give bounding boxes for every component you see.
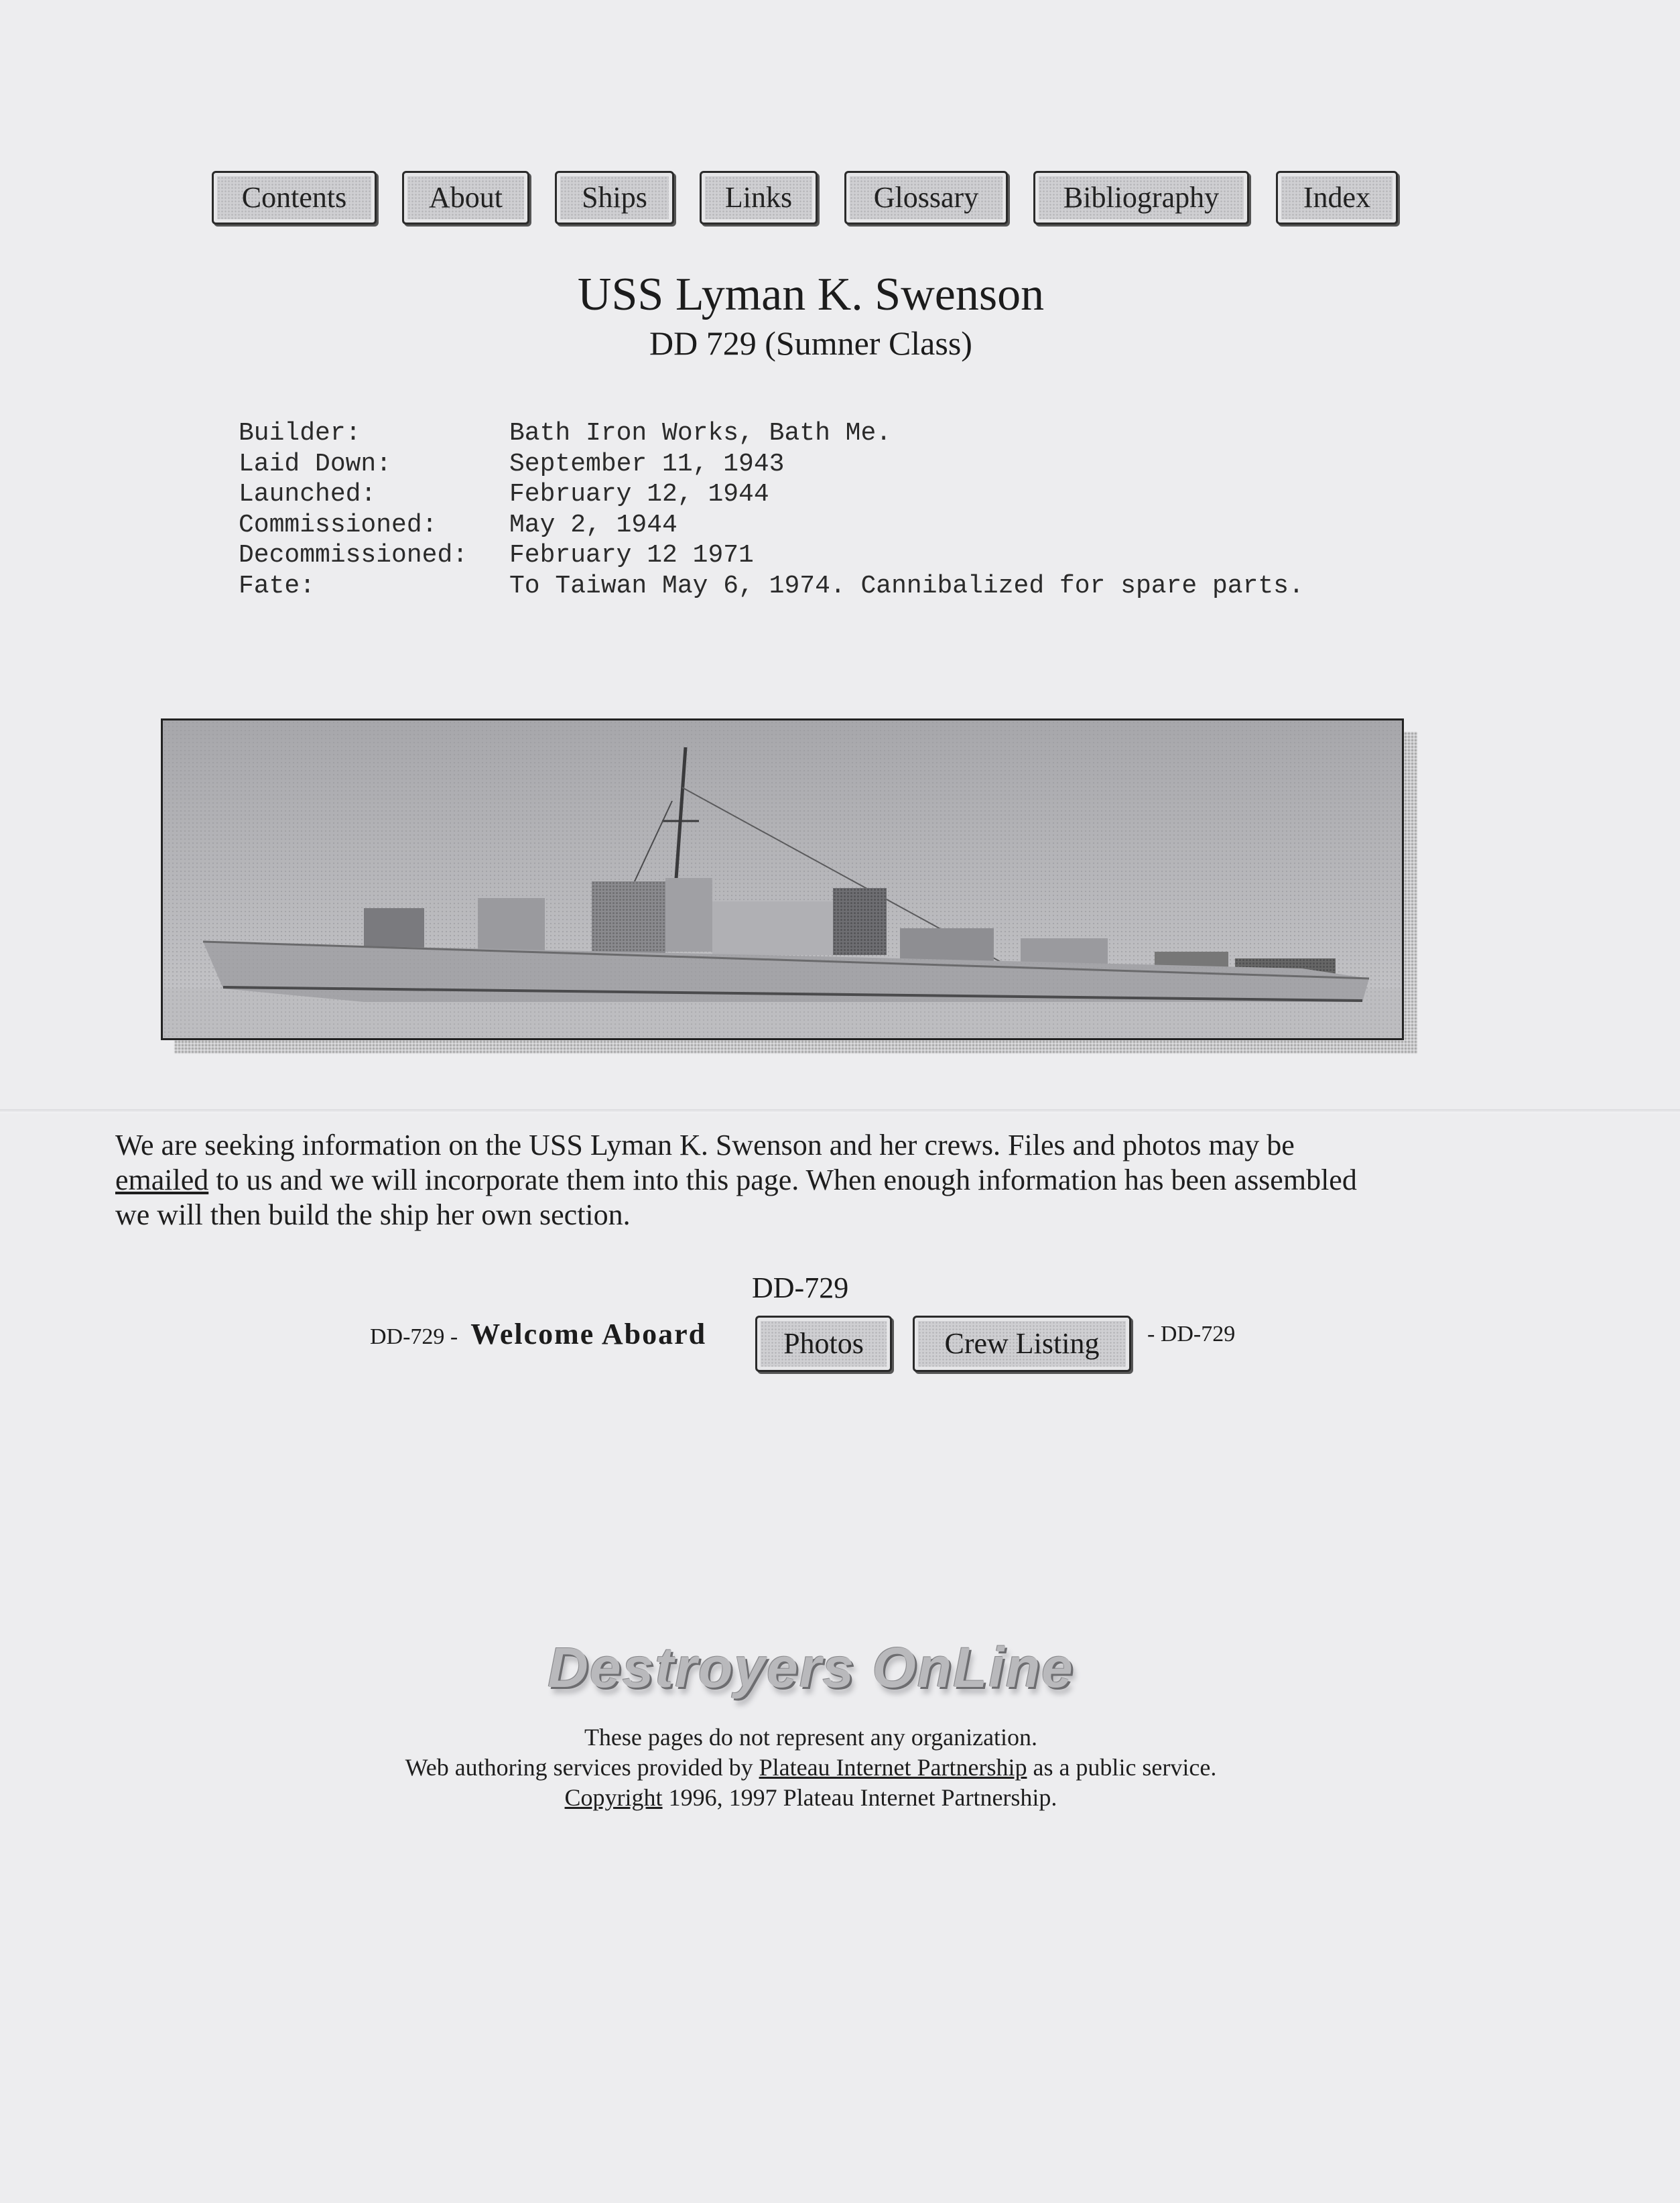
footer-text: Web authoring services provided by: [405, 1754, 759, 1781]
footer-line: [0, 1753, 1622, 1783]
nav-bar: [212, 171, 1399, 227]
footer-line: These pages do not represent any organization.: [584, 1724, 1038, 1751]
spec-row: [239, 510, 1304, 541]
destroyers-online-logo: Destroyers OnLine: [547, 1636, 1074, 1699]
spec-row: [239, 571, 1304, 602]
info-line: we will then build the ship her own section.: [115, 1198, 631, 1231]
photos-button[interactable]: Photos: [755, 1316, 892, 1372]
info-paragraph: [115, 1128, 1536, 1233]
footer-line: [0, 1783, 1622, 1813]
nav-ships-button[interactable]: Ships: [555, 171, 674, 225]
spec-row: [239, 418, 1304, 449]
footer-text: 1996, 1997 Plateau Internet Partnership.: [662, 1784, 1057, 1811]
nav-glossary-button[interactable]: Glossary: [844, 171, 1008, 225]
nav-links-button[interactable]: Links: [700, 171, 818, 225]
spec-label: Decommissioned:: [239, 541, 468, 570]
spec-value: September 11, 1943: [509, 449, 785, 479]
spec-row: [239, 540, 1304, 571]
destroyer-ship-image: [163, 720, 1402, 1038]
spec-row: [239, 479, 1304, 510]
info-text: to us and we will incorporate them into this page. When enough information has been assembled: [208, 1163, 1357, 1196]
email-link[interactable]: emailed: [115, 1163, 209, 1196]
spec-value: February 12 1971: [509, 541, 754, 570]
ship-photo-frame: [161, 718, 1404, 1040]
page-title: USS Lyman K. Swenson: [577, 269, 1045, 320]
nav-about-button[interactable]: About: [402, 171, 529, 225]
plateau-link[interactable]: Plateau Internet Partnership: [759, 1754, 1027, 1781]
spec-label: Fate:: [239, 571, 316, 601]
spec-label: Launched:: [239, 480, 377, 509]
welcome-aboard-label: Welcome Aboard: [470, 1318, 707, 1350]
page-subtitle: DD 729 (Sumner Class): [649, 324, 972, 362]
paper-fold-line: [0, 1109, 1680, 1113]
spec-row: [239, 449, 1304, 480]
dd-number-label: DD-729: [752, 1271, 849, 1304]
crew-listing-button[interactable]: Crew Listing: [913, 1316, 1131, 1372]
spec-value: Bath Iron Works, Bath Me.: [509, 419, 892, 448]
spec-label: Laid Down:: [239, 449, 392, 479]
spec-label: Commissioned:: [239, 510, 438, 540]
footer: [0, 1722, 1622, 1813]
welcome-text: [370, 1310, 706, 1361]
nav-index-button[interactable]: Index: [1276, 171, 1398, 225]
ship-specs: [239, 418, 1304, 601]
nav-contents-button[interactable]: Contents: [212, 171, 377, 225]
welcome-row: [0, 1310, 1680, 1371]
copyright-link[interactable]: Copyright: [564, 1784, 663, 1811]
nav-bibliography-button[interactable]: Bibliography: [1033, 171, 1249, 225]
spec-value: May 2, 1944: [509, 510, 677, 540]
spec-value: February 12, 1944: [509, 480, 769, 509]
info-line: We are seeking information on the USS Lyman K. Swenson and her crews. Files and photos may be: [115, 1129, 1295, 1161]
dd-prefix: DD-729 -: [370, 1324, 458, 1349]
spec-value: To Taiwan May 6, 1974. Cannibalized for spare parts.: [509, 571, 1304, 601]
spec-label: Builder:: [239, 419, 361, 448]
info-line: [115, 1163, 1536, 1198]
footer-text: as a public service.: [1027, 1754, 1217, 1781]
dd-suffix: - DD-729: [1147, 1322, 1236, 1346]
ship-photo: [161, 718, 1404, 1040]
